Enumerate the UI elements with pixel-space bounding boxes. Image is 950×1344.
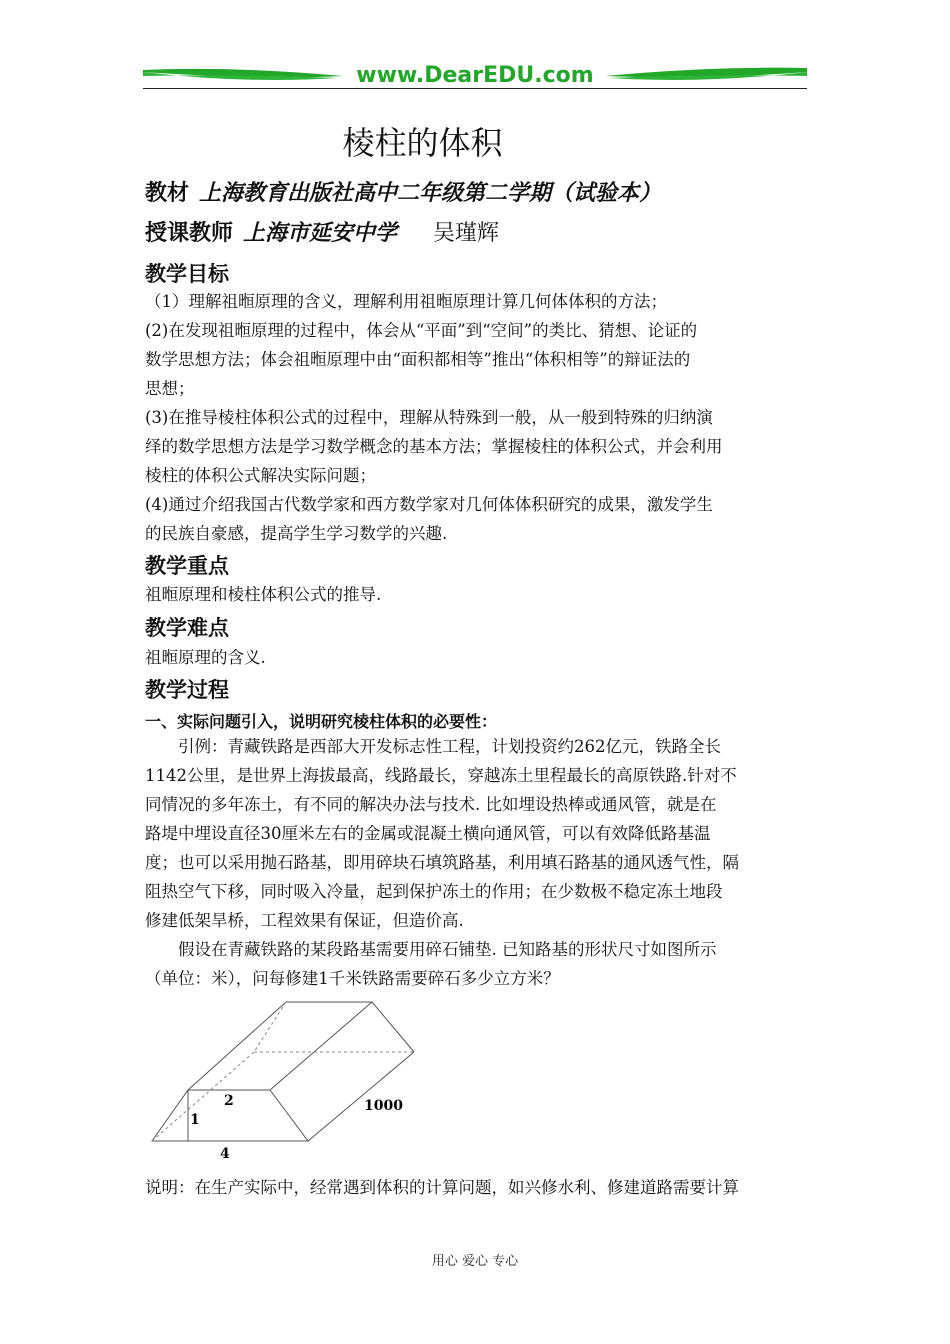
page-footer: 用心 爱心 专心 bbox=[431, 1254, 519, 1269]
goals-heading: 教学目标 bbox=[145, 262, 229, 286]
para-line: （单位：米），问每修建1千米铁路需要碎石多少立方米？ bbox=[145, 969, 560, 988]
section-1-heading: 一、实际问题引入，说明研究棱柱体积的必要性： bbox=[145, 712, 498, 731]
note-paragraph bbox=[145, 1173, 810, 1202]
difficulty-heading: 教学难点 bbox=[145, 616, 229, 640]
goals-line: 棱柱的体积公式解决实际问题； bbox=[145, 466, 376, 485]
para-line: 引例：青藏铁路是西部大开发标志性工程，计划投资约262亿元，铁路全长 bbox=[145, 737, 721, 756]
focus-heading: 教学重点 bbox=[145, 554, 229, 578]
para-line: 阻热空气下移，同时吸入冷量，起到保护冻土的作用；在少数极不稳定冻土地段 bbox=[145, 882, 723, 901]
edge-bottom-right bbox=[308, 1052, 414, 1141]
site-name: www.DearEDU.com bbox=[356, 63, 594, 88]
goals-line: (2)在发现祖暅原理的过程中，体会从“平面”到“空间”的类比、猜想、论证的 bbox=[145, 321, 698, 340]
header-divider bbox=[143, 88, 807, 89]
intro-paragraph bbox=[145, 732, 810, 935]
goals-line: 绎的数学思想方法是学习数学概念的基本方法；掌握棱柱的体积公式，并会利用 bbox=[145, 437, 723, 456]
focus-text bbox=[145, 580, 810, 609]
goals-line: 数学思想方法；体会祖暅原理中由“面积都相等”推出“体积相等”的辩证法的 bbox=[145, 350, 691, 369]
label-bottom-width: 4 bbox=[220, 1146, 230, 1162]
para-line: 假设在青藏铁路的某段路基需要用碎石铺垫. 已知路基的形状尺寸如图所示 bbox=[145, 940, 717, 959]
material-label: 教材 bbox=[145, 181, 190, 206]
para-line: 1142公里，是世界上海拔最高，线路最长，穿越冻土里程最长的高原铁路.针对不 bbox=[145, 766, 737, 785]
label-height: 1 bbox=[190, 1112, 200, 1128]
label-length: 1000 bbox=[364, 1098, 403, 1114]
teacher-label: 授课教师 bbox=[145, 221, 234, 246]
goals-line: 思想； bbox=[145, 379, 195, 398]
goals-line: （1）理解祖暅原理的含义，理解利用祖暅原理计算几何体体积的方法； bbox=[145, 292, 667, 311]
teacher-line bbox=[145, 216, 499, 247]
para-line: 路堤中埋设直径30厘米左右的金属或混凝土横向通风管，可以有效降低路基温 bbox=[145, 824, 711, 843]
material-value: 上海教育出版社高中二年级第二学期（试验本） bbox=[199, 180, 662, 206]
note-line: 说明：在生产实际中，经常遇到体积的计算问题，如兴修水利、修建道路需要计算 bbox=[145, 1178, 739, 1197]
prism-figure bbox=[148, 998, 428, 1168]
teacher-school: 上海市延安中学 bbox=[243, 220, 398, 246]
focus-line: 祖暅原理和棱柱体积公式的推导. bbox=[145, 585, 382, 604]
goals-line: (3)在推导棱柱体积公式的过程中，理解从特殊到一般，从一般到特殊的归纳演 bbox=[145, 408, 713, 427]
back-right-edge bbox=[372, 1002, 414, 1052]
goals-line: (4)通过介绍我国古代数学家和西方数学家对几何体体积研究的成果，激发学生 bbox=[145, 495, 713, 514]
edge-top-left bbox=[188, 1002, 286, 1090]
process-heading: 教学过程 bbox=[145, 678, 229, 702]
hidden-edge bbox=[152, 1052, 254, 1141]
problem-paragraph bbox=[145, 935, 810, 993]
para-line: 度；也可以采用抛石路基，即用碎块石填筑路基，利用填石路基的通风透气性，隔 bbox=[145, 853, 739, 872]
difficulty-text bbox=[145, 643, 810, 672]
edge-top-right bbox=[270, 1002, 372, 1090]
teacher-name: 吴瑾辉 bbox=[433, 221, 500, 246]
difficulty-line: 祖暅原理的含义. bbox=[145, 648, 266, 667]
page-title: 棱柱的体积 bbox=[342, 124, 503, 162]
para-line: 同情况的多年冻土，有不同的解决办法与技术. 比如埋设热棒或通风管，就是在 bbox=[145, 795, 717, 814]
label-top-width: 2 bbox=[224, 1093, 234, 1109]
goals-text bbox=[145, 287, 810, 548]
para-line: 修建低架旱桥，工程效果有保证，但造价高. bbox=[145, 911, 464, 930]
goals-line: 的民族自豪感，提高学生学习数学的兴趣. bbox=[145, 524, 448, 543]
material-line bbox=[145, 176, 661, 207]
